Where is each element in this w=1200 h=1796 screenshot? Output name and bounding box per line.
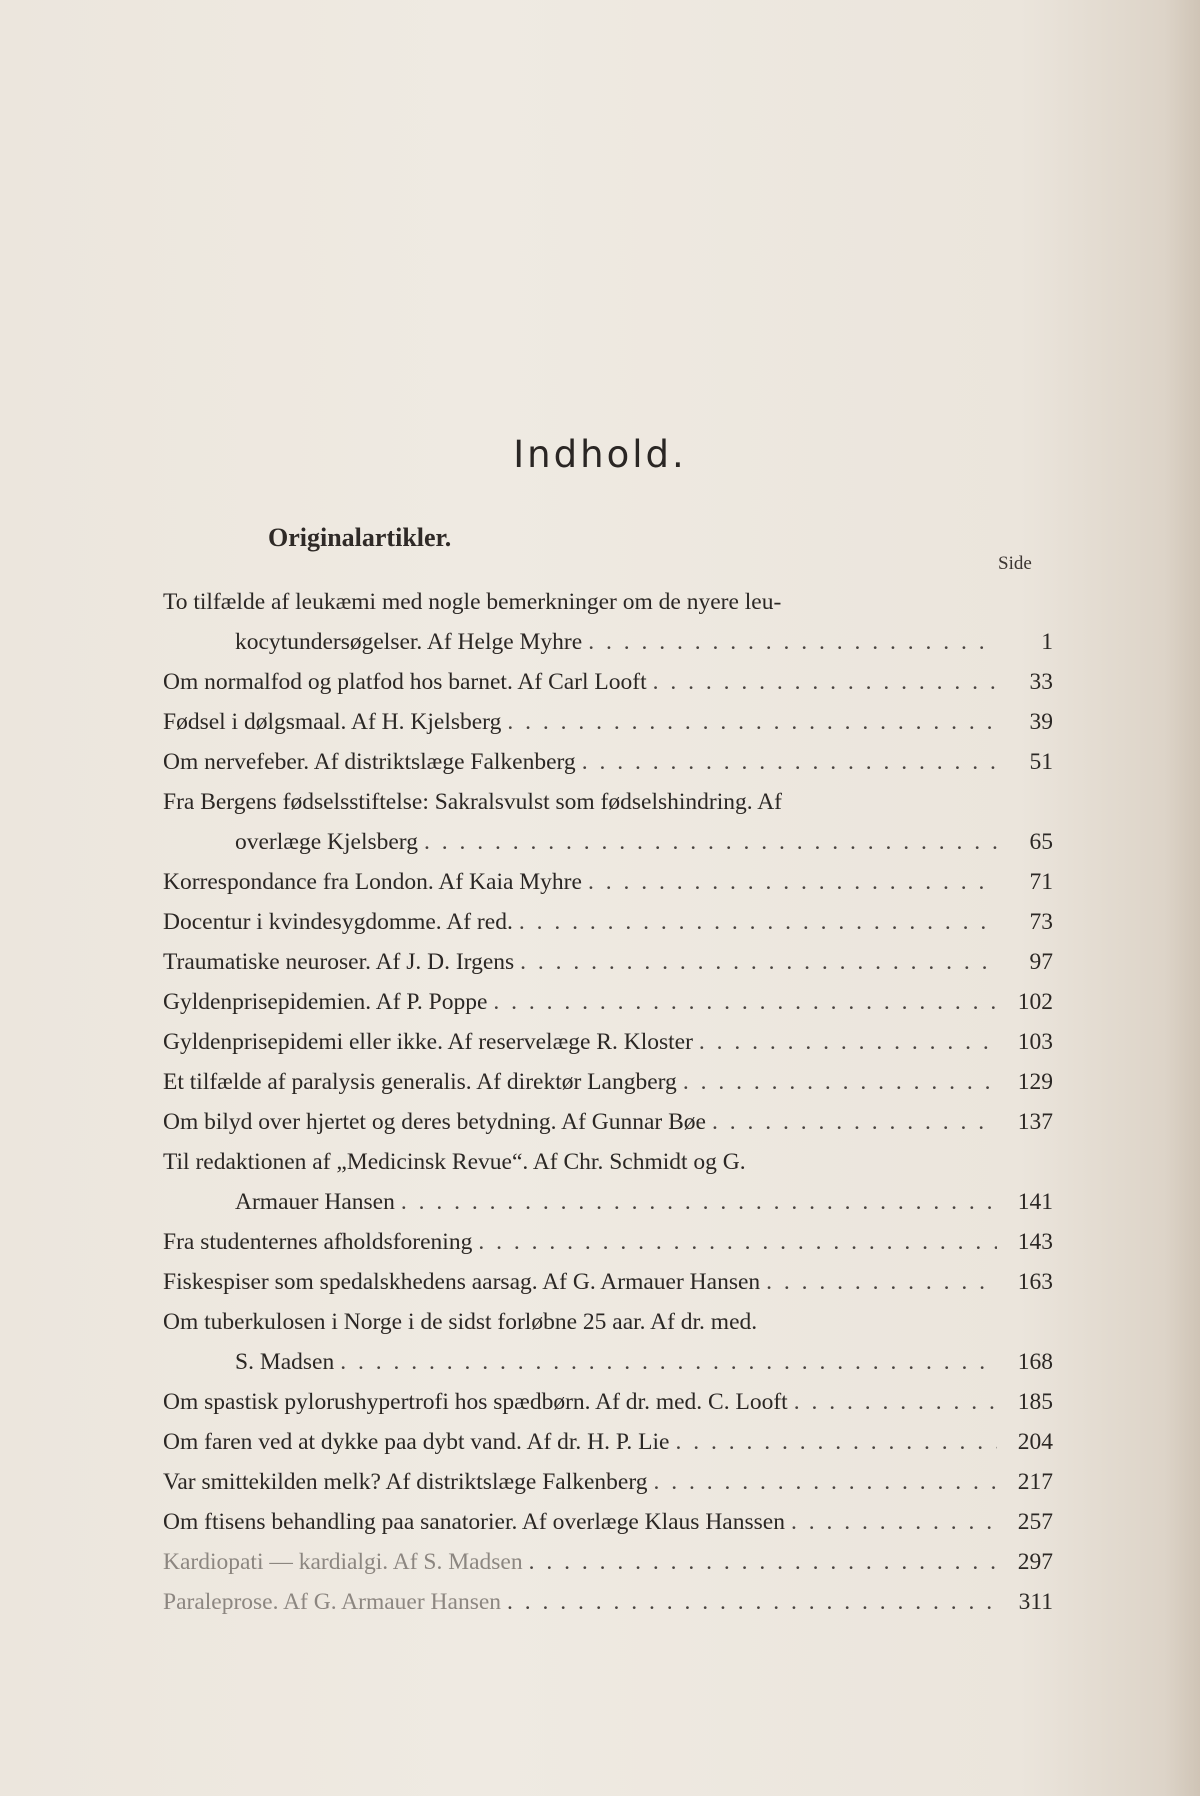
dot-leader [683,1062,997,1102]
toc-page-number: 33 [1029,669,1053,695]
toc-page-number: 204 [1017,1429,1053,1455]
toc-page-number: 163 [1017,1269,1053,1295]
dot-leader [582,742,997,782]
dot-leader [424,822,997,862]
toc-page-number: 217 [1017,1469,1053,1495]
toc-entry-text: Kardiopati — kardialgi. Af S. Madsen [163,1549,523,1575]
dot-leader [712,1102,997,1142]
dot-leader [507,1582,997,1622]
toc-entry-text: Om ftisens behandling paa sanatorier. Af overlæge Klaus Hanssen [163,1509,785,1535]
toc-entry-line [163,1422,1053,1462]
toc-entry-line [163,742,1053,782]
toc-page-number: 39 [1029,709,1053,735]
dot-leader [588,622,997,662]
toc-entry-line [163,582,1053,622]
toc-entry-text: Fiskespiser som spedalskhedens aarsag. Af G. Armauer Hansen [163,1269,761,1295]
toc-entry-text: Fra Bergens fødselsstiftelse: Sakralsvulst som fødselshindring. Af [163,789,782,815]
toc-entry-line [163,862,1053,902]
toc-entry-text: Til redaktionen af „Medicinsk Revue“. Af Chr. Schmidt og G. [163,1149,746,1175]
toc-entry-text: Korrespondance fra London. Af Kaia Myhre [163,869,582,895]
toc-entry-line [163,942,1053,982]
toc-entry-text: Var smittekilden melk? Af distriktslæge Falkenberg [163,1469,648,1495]
toc-entry-line [163,1462,1053,1502]
toc-entry-line [163,1582,1053,1622]
dot-leader [507,702,997,742]
toc-entry-text: Om normalfod og platfod hos barnet. Af Carl Looft [163,669,647,695]
toc-page-number: 137 [1017,1109,1053,1135]
toc-page-number: 51 [1029,749,1053,775]
dot-leader [654,1462,997,1502]
toc-page-number: 65 [1029,829,1053,855]
toc-entry-line [163,1022,1053,1062]
toc-entry-text: kocytundersøgelser. Af Helge Myhre [235,629,583,655]
toc-page-number: 185 [1017,1389,1053,1415]
dot-leader [340,1342,997,1382]
dot-leader [401,1182,997,1222]
toc-page-number: 102 [1017,989,1053,1015]
dot-leader [478,1222,997,1262]
toc-entry-text: Docentur i kvindesygdomme. Af red. [163,909,513,935]
dot-leader [493,982,997,1022]
toc-page-number: 97 [1029,949,1053,975]
toc-entry-text: S. Madsen [235,1349,335,1375]
toc-entry-line [163,1062,1053,1102]
page-title: Indhold. [513,433,687,476]
toc-entry-line [163,822,1053,862]
toc-entry-line [163,1502,1053,1542]
toc-page-number: 141 [1017,1189,1053,1215]
toc-page-number: 143 [1017,1229,1053,1255]
toc-page-number: 1 [1041,629,1053,655]
toc-entry-line [163,1342,1053,1382]
toc-page-number: 129 [1017,1069,1053,1095]
toc-entry-line [163,982,1053,1022]
dot-leader [520,942,997,982]
toc-entry-text: Gyldenprisepidemien. Af P. Poppe [163,989,488,1015]
toc-entry-text: Gyldenprisepidemi eller ikke. Af reservelæge R. Kloster [163,1029,693,1055]
toc-entry-text: Om spastisk pylorushypertrofi hos spædbørn. Af dr. med. C. Looft [163,1389,788,1415]
toc-page-number: 257 [1017,1509,1053,1535]
toc-entry-line [163,1542,1053,1582]
toc-entry-line [163,1142,1053,1182]
toc-entry-text: Armauer Hansen [235,1189,395,1215]
dot-leader [794,1382,997,1422]
dot-leader [766,1262,997,1302]
toc-entry-text: Et tilfælde af paralysis generalis. Af direktør Langberg [163,1069,677,1095]
toc-entry-text: Om bilyd over hjertet og deres betydning. Af Gunnar Bøe [163,1109,706,1135]
dot-leader [791,1502,997,1542]
toc-entry-line [163,782,1053,822]
toc-page-number: 311 [1018,1589,1053,1615]
toc-entry-line [163,1302,1053,1342]
toc-entry-line [163,1102,1053,1142]
toc-entry-text: To tilfælde af leukæmi med nogle bemerkninger om de nyere leu- [163,589,782,615]
toc-entry-text: Fra studenternes afholdsforening [163,1229,473,1255]
toc-entry-text: Om nervefeber. Af distriktslæge Falkenberg [163,749,576,775]
dot-leader [653,662,997,702]
toc-entry-line [163,1382,1053,1422]
dot-leader [519,902,997,942]
dot-leader [588,862,997,902]
toc-entry-text: Paraleprose. Af G. Armauer Hansen [163,1589,502,1615]
toc-entry-line [163,902,1053,942]
toc-entry-line [163,1182,1053,1222]
toc-entry-line [163,1222,1053,1262]
toc-page-number: 103 [1017,1029,1053,1055]
toc-page-number: 71 [1029,869,1053,895]
page-column-label: Side [998,553,1032,574]
toc-page-number: 297 [1017,1549,1053,1575]
toc-page-number: 73 [1029,909,1053,935]
toc-entry-text: overlæge Kjelsberg [235,829,418,855]
dot-leader [529,1542,997,1582]
toc-entry-text: Traumatiske neuroser. Af J. D. Irgens [163,949,515,975]
toc-entry-line [163,622,1053,662]
toc-entry-text: Om faren ved at dykke paa dybt vand. Af dr. H. P. Lie [163,1429,670,1455]
toc-entry-text: Fødsel i dølgsmaal. Af H. Kjelsberg [163,709,502,735]
toc-entry-text: Om tuberkulosen i Norge i de sidst forløbne 25 aar. Af dr. med. [163,1309,758,1335]
dot-leader [675,1422,997,1462]
toc-entry-line [163,1262,1053,1302]
toc-page-number: 168 [1017,1349,1053,1375]
toc-entry-line [163,662,1053,702]
toc-entry-line [163,702,1053,742]
section-heading: Originalartikler. [268,523,452,552]
dot-leader [699,1022,997,1062]
table-of-contents [163,582,1053,1622]
